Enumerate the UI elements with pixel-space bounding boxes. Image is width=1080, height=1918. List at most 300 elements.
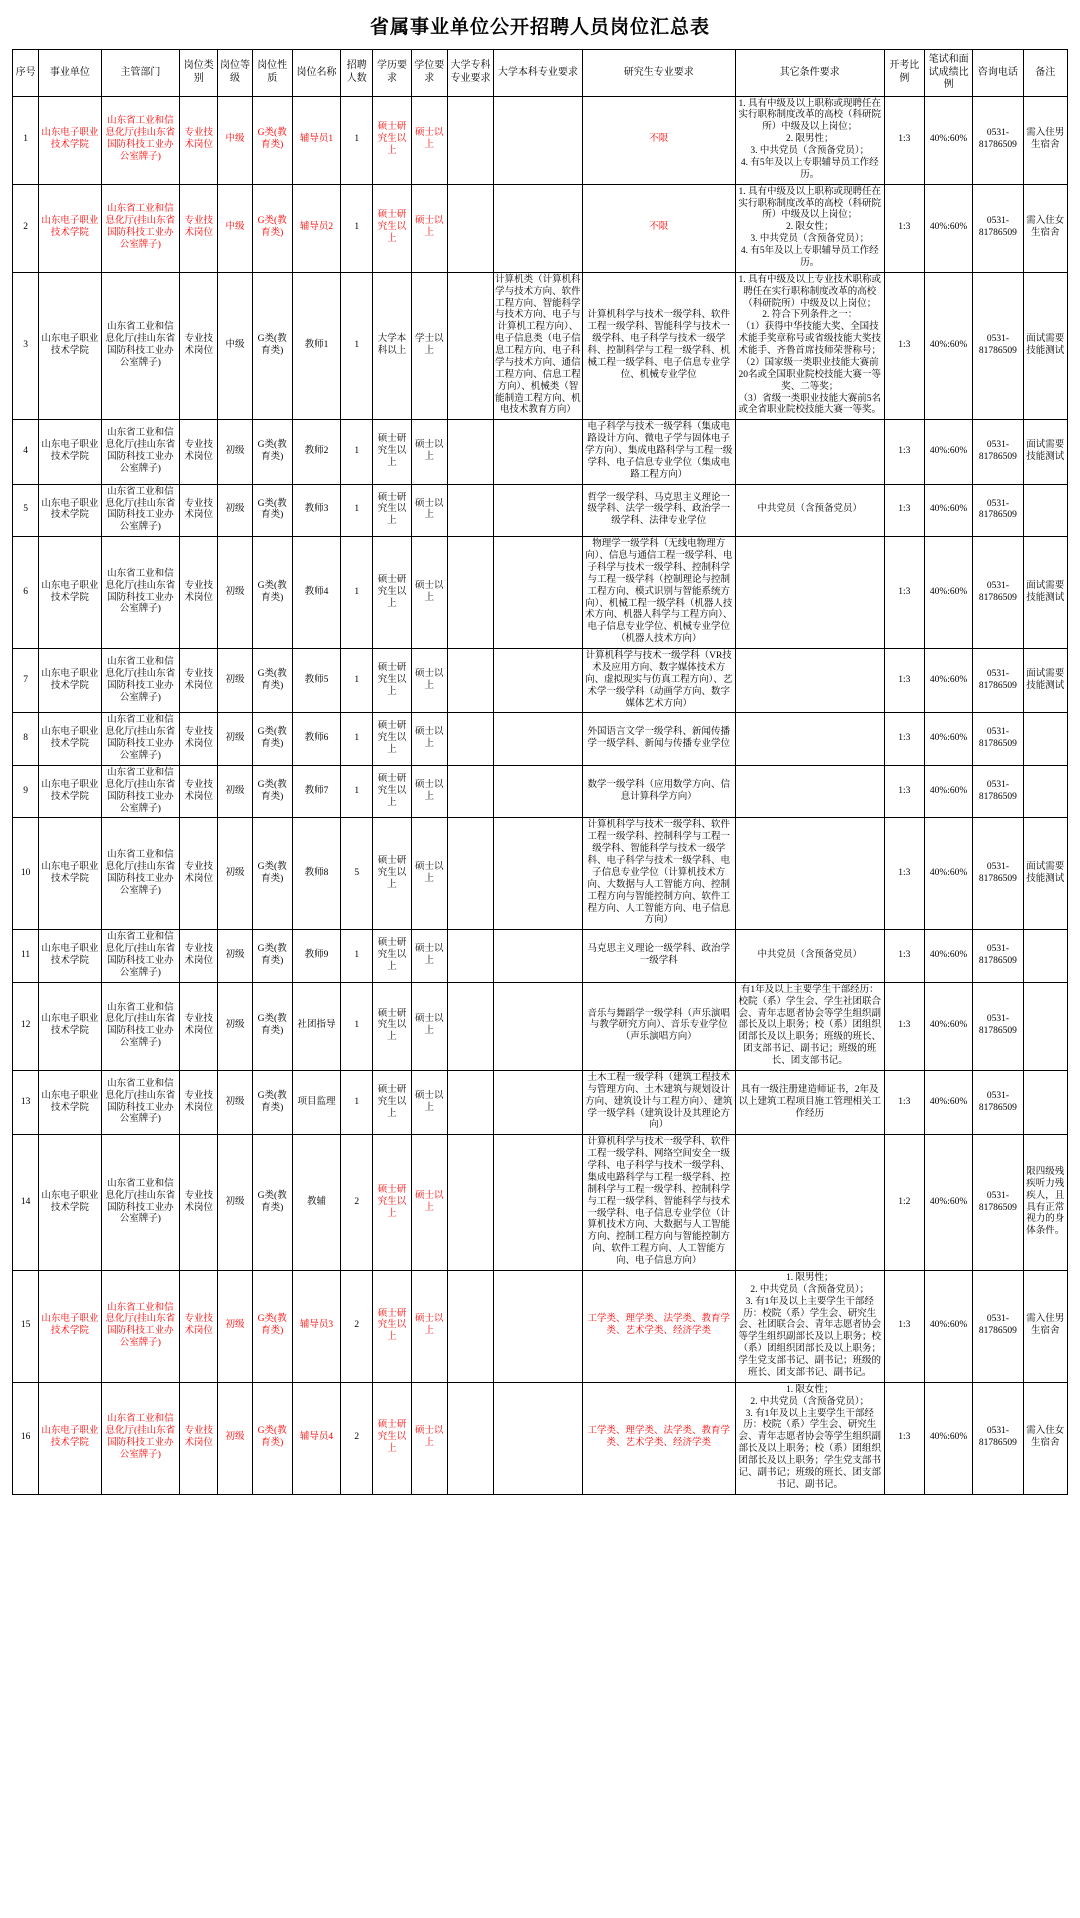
cell-other (735, 649, 884, 713)
cell-post-name: 辅导员4 (292, 1382, 340, 1494)
cell-education: 硕士研究生以上 (373, 713, 411, 766)
cell-graduate-major: 外国语言文学一级学科、新闻传播学一级学科、新闻与传播专业学位 (582, 713, 735, 766)
cell-count: 1 (341, 1070, 373, 1134)
cell-unit: 山东电子职业技术学院 (39, 1070, 101, 1134)
cell-dept: 山东省工业和信息化厅(挂山东省国防科技工业办公室牌子) (101, 1382, 180, 1494)
cell-other: 1. 限女性； 2. 中共党员（含预备党员）； 3. 有1年及以上主要学生干部经历：校院（系）学生会、研究生会、青年志愿者协会等学生组织副部长及以上职务；校（系）团组织团部长及以上职务；学生党支部书记、副书记；班级的班长、团支部书记、副书记。 (735, 1382, 884, 1494)
column-header-no: 序号 (13, 50, 39, 97)
cell-count: 1 (341, 272, 373, 420)
column-header-ratio: 开考比例 (884, 50, 924, 97)
table-row (13, 96, 1068, 184)
cell-graduate-major: 数学一级学科（应用数学方向、信息计算科学方向） (582, 765, 735, 818)
cell-level: 初级 (218, 713, 252, 766)
cell-dept: 山东省工业和信息化厅(挂山东省国防科技工业办公室牌子) (101, 184, 180, 272)
cell-nature: G类(教育类) (252, 1135, 292, 1271)
cell-college-major (447, 818, 493, 930)
cell-no: 1 (13, 96, 39, 184)
cell-level: 初级 (218, 1070, 252, 1134)
cell-category: 专业技术岗位 (180, 537, 218, 649)
cell-graduate-major: 哲学一级学科、马克思主义理论一级学科、法学一级学科、政治学一级学科、法律专业学位 (582, 484, 735, 537)
cell-unit: 山东电子职业技术学院 (39, 96, 101, 184)
cell-unit: 山东电子职业技术学院 (39, 713, 101, 766)
cell-unit: 山东电子职业技术学院 (39, 537, 101, 649)
table-row (13, 765, 1068, 818)
cell-dept: 山东省工业和信息化厅(挂山东省国防科技工业办公室牌子) (101, 765, 180, 818)
cell-unit: 山东电子职业技术学院 (39, 272, 101, 420)
cell-no: 7 (13, 649, 39, 713)
cell-remark (1023, 982, 1067, 1070)
cell-ratio: 1:3 (884, 1270, 924, 1382)
cell-phone: 0531-81786509 (973, 713, 1023, 766)
cell-remark: 面试需要技能测试 (1023, 649, 1067, 713)
cell-college-major (447, 96, 493, 184)
cell-no: 3 (13, 272, 39, 420)
cell-post-name: 教师1 (292, 272, 340, 420)
cell-category: 专业技术岗位 (180, 184, 218, 272)
cell-phone: 0531-81786509 (973, 649, 1023, 713)
cell-post-name: 教师9 (292, 930, 340, 983)
cell-no: 4 (13, 420, 39, 484)
cell-level: 中级 (218, 272, 252, 420)
column-header-other-conditions: 其它条件要求 (735, 50, 884, 97)
column-header-unit: 事业单位 (39, 50, 101, 97)
cell-remark: 面试需要技能测试 (1023, 420, 1067, 484)
cell-count: 1 (341, 184, 373, 272)
cell-degree: 硕士以上 (411, 1270, 447, 1382)
cell-other (735, 537, 884, 649)
cell-level: 初级 (218, 537, 252, 649)
cell-education: 硕士研究生以上 (373, 537, 411, 649)
cell-ratio: 1:3 (884, 1070, 924, 1134)
cell-no: 12 (13, 982, 39, 1070)
table-row (13, 537, 1068, 649)
cell-remark (1023, 1070, 1067, 1134)
cell-college-major (447, 930, 493, 983)
cell-degree: 硕士以上 (411, 484, 447, 537)
cell-graduate-major: 计算机科学与技术一级学科、软件工程一级学科、控制科学与工程一级学科、智能科学与技术一级学科、电子科学与技术一级学科、电子信息专业学位（计算机技术方向、大数据与人工智能方向、控制工程方向与智能控制方向、软件工程方向、人工智能方向、电子信息方向） (582, 818, 735, 930)
cell-nature: G类(教育类) (252, 537, 292, 649)
cell-nature: G类(教育类) (252, 1382, 292, 1494)
cell-phone: 0531-81786509 (973, 537, 1023, 649)
cell-category: 专业技术岗位 (180, 713, 218, 766)
column-header-phone: 咨询电话 (973, 50, 1023, 97)
cell-post-name: 教师7 (292, 765, 340, 818)
column-header-post-name: 岗位名称 (292, 50, 340, 97)
cell-ratio: 1:3 (884, 420, 924, 484)
cell-graduate-major: 音乐与舞蹈学一级学科（声乐演唱与教学研究方向）、音乐专业学位（声乐演唱方向） (582, 982, 735, 1070)
cell-college-major (447, 1270, 493, 1382)
cell-remark: 需入住女生宿舍 (1023, 1382, 1067, 1494)
cell-other: 具有一级注册建造师证书，2年及以上建筑工程项目施工管理相关工作经历 (735, 1070, 884, 1134)
cell-remark: 面试需要技能测试 (1023, 818, 1067, 930)
table-row (13, 1270, 1068, 1382)
cell-bachelor-major (494, 184, 583, 272)
cell-bachelor-major (494, 1070, 583, 1134)
cell-degree: 学士以上 (411, 272, 447, 420)
cell-post-name: 教师2 (292, 420, 340, 484)
cell-unit: 山东电子职业技术学院 (39, 484, 101, 537)
table-row (13, 649, 1068, 713)
cell-remark (1023, 930, 1067, 983)
cell-score-ratio: 40%:60% (924, 96, 972, 184)
cell-college-major (447, 1382, 493, 1494)
cell-education: 硕士研究生以上 (373, 930, 411, 983)
cell-category: 专业技术岗位 (180, 930, 218, 983)
cell-dept: 山东省工业和信息化厅(挂山东省国防科技工业办公室牌子) (101, 272, 180, 420)
cell-bachelor-major (494, 713, 583, 766)
cell-other (735, 818, 884, 930)
cell-post-name: 教师4 (292, 537, 340, 649)
cell-score-ratio: 40%:60% (924, 484, 972, 537)
table-row (13, 484, 1068, 537)
cell-bachelor-major (494, 982, 583, 1070)
cell-count: 2 (341, 1270, 373, 1382)
table-row (13, 1135, 1068, 1271)
cell-category: 专业技术岗位 (180, 1270, 218, 1382)
table-row (13, 818, 1068, 930)
table-row (13, 184, 1068, 272)
cell-other: 中共党员（含预备党员） (735, 930, 884, 983)
cell-remark (1023, 765, 1067, 818)
column-header-score-ratio: 笔试和面试成绩比例 (924, 50, 972, 97)
table-body (13, 96, 1068, 1494)
cell-education: 硕士研究生以上 (373, 982, 411, 1070)
cell-degree: 硕士以上 (411, 96, 447, 184)
cell-college-major (447, 1070, 493, 1134)
cell-other: 1. 具有中级及以上专业技术职称或聘任在实行职称制度改革的高校（科研院所）中级及以上岗位； 2. 符合下列条件之一： （1）获得中华技能大奖、全国技术能手奖章称号或省级技能大奖技术能手、齐鲁首席技师荣誉称号； （2）国家级一类职业技能大赛前20名或全国职业院校技能大赛一等奖、二等奖； （3）省级一类职业技能大赛前5名或全省职业院校技能大赛一等奖。 (735, 272, 884, 420)
cell-level: 初级 (218, 649, 252, 713)
cell-degree: 硕士以上 (411, 818, 447, 930)
cell-nature: G类(教育类) (252, 272, 292, 420)
cell-ratio: 1:3 (884, 1382, 924, 1494)
cell-score-ratio: 40%:60% (924, 184, 972, 272)
cell-remark (1023, 484, 1067, 537)
cell-dept: 山东省工业和信息化厅(挂山东省国防科技工业办公室牌子) (101, 1270, 180, 1382)
cell-dept: 山东省工业和信息化厅(挂山东省国防科技工业办公室牌子) (101, 420, 180, 484)
cell-nature: G类(教育类) (252, 96, 292, 184)
column-header-category: 岗位类别 (180, 50, 218, 97)
cell-unit: 山东电子职业技术学院 (39, 420, 101, 484)
cell-remark: 面试需要技能测试 (1023, 272, 1067, 420)
column-header-remark: 备注 (1023, 50, 1067, 97)
cell-score-ratio: 40%:60% (924, 982, 972, 1070)
table-row (13, 1070, 1068, 1134)
cell-bachelor-major (494, 1382, 583, 1494)
cell-nature: G类(教育类) (252, 1070, 292, 1134)
cell-graduate-major: 工学类、理学类、法学类、教育学类、艺术学类、经济学类 (582, 1382, 735, 1494)
cell-dept: 山东省工业和信息化厅(挂山东省国防科技工业办公室牌子) (101, 818, 180, 930)
cell-category: 专业技术岗位 (180, 1135, 218, 1271)
cell-bachelor-major: 计算机类（计算机科学与技术方向、软件工程方向、智能科学与技术方向、电子与计算机工程方向）、电子信息类（电子信息工程方向、电子科学与技术方向、通信工程方向、信息工程方向）、机械类（智能制造工程方向、机电技术教育方向） (494, 272, 583, 420)
table-row (13, 713, 1068, 766)
cell-nature: G类(教育类) (252, 649, 292, 713)
cell-level: 初级 (218, 1270, 252, 1382)
cell-category: 专业技术岗位 (180, 272, 218, 420)
column-header-nature: 岗位性质 (252, 50, 292, 97)
cell-bachelor-major (494, 484, 583, 537)
cell-unit: 山东电子职业技术学院 (39, 1135, 101, 1271)
cell-count: 1 (341, 713, 373, 766)
cell-phone: 0531-81786509 (973, 1382, 1023, 1494)
cell-count: 5 (341, 818, 373, 930)
cell-level: 初级 (218, 1382, 252, 1494)
cell-level: 中级 (218, 184, 252, 272)
cell-degree: 硕士以上 (411, 1382, 447, 1494)
cell-education: 硕士研究生以上 (373, 649, 411, 713)
cell-graduate-major: 不限 (582, 184, 735, 272)
cell-other: 1. 限男性； 2. 中共党员（含预备党员）； 3. 有1年及以上主要学生干部经历：校院（系）学生会、研究生会、社团联合会、青年志愿者协会等学生组织副部长及以上职务；校（系）团组织团部长及以上职务；学生党支部书记、副书记；班级的班长、团支部书记、副书记。 (735, 1270, 884, 1382)
cell-unit: 山东电子职业技术学院 (39, 1270, 101, 1382)
cell-education: 硕士研究生以上 (373, 1270, 411, 1382)
cell-other: 1. 具有中级及以上职称或现聘任在实行职称制度改革的高校（科研院所）中级及以上岗位； 2. 限男性； 3. 中共党员（含预备党员）； 4. 有5年及以上专职辅导员工作经历。 (735, 96, 884, 184)
cell-ratio: 1:3 (884, 272, 924, 420)
cell-no: 15 (13, 1270, 39, 1382)
cell-score-ratio: 40%:60% (924, 649, 972, 713)
cell-degree: 硕士以上 (411, 982, 447, 1070)
cell-count: 1 (341, 930, 373, 983)
table-row (13, 1382, 1068, 1494)
cell-degree: 硕士以上 (411, 765, 447, 818)
cell-other: 中共党员（含预备党员） (735, 484, 884, 537)
table-row (13, 420, 1068, 484)
cell-college-major (447, 420, 493, 484)
cell-education: 大学本科以上 (373, 272, 411, 420)
column-header-graduate-major: 研究生专业要求 (582, 50, 735, 97)
cell-education: 硕士研究生以上 (373, 1135, 411, 1271)
cell-category: 专业技术岗位 (180, 1070, 218, 1134)
cell-education: 硕士研究生以上 (373, 765, 411, 818)
cell-ratio: 1:3 (884, 649, 924, 713)
cell-unit: 山东电子职业技术学院 (39, 982, 101, 1070)
cell-category: 专业技术岗位 (180, 420, 218, 484)
cell-degree: 硕士以上 (411, 930, 447, 983)
cell-education: 硕士研究生以上 (373, 1070, 411, 1134)
cell-remark: 面试需要技能测试 (1023, 537, 1067, 649)
cell-level: 初级 (218, 484, 252, 537)
cell-college-major (447, 484, 493, 537)
column-header-dept: 主管部门 (101, 50, 180, 97)
table-header-row (13, 50, 1068, 97)
cell-nature: G类(教育类) (252, 1270, 292, 1382)
cell-degree: 硕士以上 (411, 649, 447, 713)
cell-no: 16 (13, 1382, 39, 1494)
cell-phone: 0531-81786509 (973, 420, 1023, 484)
cell-category: 专业技术岗位 (180, 982, 218, 1070)
cell-nature: G类(教育类) (252, 765, 292, 818)
cell-post-name: 教师8 (292, 818, 340, 930)
cell-remark: 需入住男生宿舍 (1023, 1270, 1067, 1382)
cell-education: 硕士研究生以上 (373, 484, 411, 537)
cell-unit: 山东电子职业技术学院 (39, 184, 101, 272)
cell-category: 专业技术岗位 (180, 818, 218, 930)
cell-education: 硕士研究生以上 (373, 184, 411, 272)
cell-remark (1023, 713, 1067, 766)
cell-bachelor-major (494, 537, 583, 649)
cell-post-name: 辅导员1 (292, 96, 340, 184)
cell-ratio: 1:3 (884, 982, 924, 1070)
cell-no: 6 (13, 537, 39, 649)
cell-phone: 0531-81786509 (973, 484, 1023, 537)
cell-ratio: 1:3 (884, 818, 924, 930)
cell-other (735, 1135, 884, 1271)
cell-nature: G类(教育类) (252, 818, 292, 930)
cell-phone: 0531-81786509 (973, 1135, 1023, 1271)
cell-nature: G类(教育类) (252, 184, 292, 272)
cell-no: 10 (13, 818, 39, 930)
cell-phone: 0531-81786509 (973, 982, 1023, 1070)
cell-graduate-major: 马克思主义理论一级学科、政治学一级学科 (582, 930, 735, 983)
cell-nature: G类(教育类) (252, 713, 292, 766)
cell-post-name: 项目监理 (292, 1070, 340, 1134)
cell-nature: G类(教育类) (252, 420, 292, 484)
cell-college-major (447, 184, 493, 272)
cell-post-name: 辅导员2 (292, 184, 340, 272)
cell-degree: 硕士以上 (411, 184, 447, 272)
cell-count: 1 (341, 537, 373, 649)
cell-bachelor-major (494, 649, 583, 713)
cell-unit: 山东电子职业技术学院 (39, 765, 101, 818)
cell-no: 14 (13, 1135, 39, 1271)
cell-degree: 硕士以上 (411, 420, 447, 484)
cell-dept: 山东省工业和信息化厅(挂山东省国防科技工业办公室牌子) (101, 713, 180, 766)
cell-count: 1 (341, 420, 373, 484)
cell-category: 专业技术岗位 (180, 765, 218, 818)
cell-graduate-major: 工学类、理学类、法学类、教育学类、艺术学类、经济学类 (582, 1270, 735, 1382)
cell-score-ratio: 40%:60% (924, 713, 972, 766)
cell-remark: 限四级残疾听力残疾人，且具有正常视力的身体条件。 (1023, 1135, 1067, 1271)
cell-phone: 0531-81786509 (973, 96, 1023, 184)
cell-score-ratio: 40%:60% (924, 1382, 972, 1494)
cell-dept: 山东省工业和信息化厅(挂山东省国防科技工业办公室牌子) (101, 1070, 180, 1134)
cell-post-name: 教师3 (292, 484, 340, 537)
cell-post-name: 社团指导 (292, 982, 340, 1070)
column-header-count: 招聘人数 (341, 50, 373, 97)
cell-degree: 硕士以上 (411, 537, 447, 649)
cell-other (735, 420, 884, 484)
cell-level: 初级 (218, 930, 252, 983)
cell-ratio: 1:3 (884, 537, 924, 649)
cell-no: 5 (13, 484, 39, 537)
cell-unit: 山东电子职业技术学院 (39, 818, 101, 930)
cell-no: 11 (13, 930, 39, 983)
cell-level: 初级 (218, 982, 252, 1070)
cell-score-ratio: 40%:60% (924, 420, 972, 484)
cell-post-name: 教师5 (292, 649, 340, 713)
cell-dept: 山东省工业和信息化厅(挂山东省国防科技工业办公室牌子) (101, 96, 180, 184)
cell-ratio: 1:3 (884, 184, 924, 272)
cell-college-major (447, 272, 493, 420)
cell-count: 1 (341, 649, 373, 713)
cell-phone: 0531-81786509 (973, 1270, 1023, 1382)
cell-no: 2 (13, 184, 39, 272)
column-header-education: 学历要求 (373, 50, 411, 97)
cell-remark: 需入住女生宿舍 (1023, 184, 1067, 272)
cell-education: 硕士研究生以上 (373, 96, 411, 184)
cell-unit: 山东电子职业技术学院 (39, 649, 101, 713)
cell-level: 中级 (218, 96, 252, 184)
cell-post-name: 教师6 (292, 713, 340, 766)
cell-education: 硕士研究生以上 (373, 420, 411, 484)
cell-graduate-major: 不限 (582, 96, 735, 184)
cell-graduate-major: 计算机科学与技术一级学科、软件工程一级学科、网络空间安全一级学科、电子科学与技术一级学科、集成电路科学与工程一级学科、控制科学与工程一级学科、控制科学与工程一级学科、智能科学与技术一级学科、电子信息专业学位（计算机技术方向、大数据与人工智能方向、控制工程方向与智能控制方向、软件工程方向、人工智能方向、电子信息方向） (582, 1135, 735, 1271)
cell-other: 有1年及以上主要学生干部经历：校院（系）学生会、学生社团联合会、青年志愿者协会等学生组织副部长及以上职务；校（系）团组织团部长及以上职务；班级的班长、团支部书记、副书记；班级的班长、团支部书记。 (735, 982, 884, 1070)
cell-other (735, 713, 884, 766)
cell-bachelor-major (494, 818, 583, 930)
cell-count: 1 (341, 982, 373, 1070)
cell-graduate-major: 物理学一级学科（无线电物理方向）、信息与通信工程一级学科、电子科学与技术一级学科、控制科学与工程一级学科（控制理论与控制工程方向、模式识别与智能系统方向）、机械工程一级学科（机器人技术方向、机器人科学与工程方向）、电子信息专业学位、机械专业学位（机器人技术方向） (582, 537, 735, 649)
cell-bachelor-major (494, 96, 583, 184)
cell-dept: 山东省工业和信息化厅(挂山东省国防科技工业办公室牌子) (101, 1135, 180, 1271)
cell-ratio: 1:3 (884, 484, 924, 537)
column-header-bachelor-major: 大学本科专业要求 (494, 50, 583, 97)
cell-unit: 山东电子职业技术学院 (39, 930, 101, 983)
cell-nature: G类(教育类) (252, 982, 292, 1070)
cell-no: 9 (13, 765, 39, 818)
cell-no: 13 (13, 1070, 39, 1134)
cell-college-major (447, 982, 493, 1070)
cell-dept: 山东省工业和信息化厅(挂山东省国防科技工业办公室牌子) (101, 484, 180, 537)
cell-count: 1 (341, 484, 373, 537)
cell-dept: 山东省工业和信息化厅(挂山东省国防科技工业办公室牌子) (101, 537, 180, 649)
cell-score-ratio: 40%:60% (924, 1135, 972, 1271)
cell-score-ratio: 40%:60% (924, 818, 972, 930)
cell-bachelor-major (494, 1135, 583, 1271)
cell-post-name: 教辅 (292, 1135, 340, 1271)
cell-college-major (447, 713, 493, 766)
cell-degree: 硕士以上 (411, 1135, 447, 1271)
cell-bachelor-major (494, 420, 583, 484)
cell-college-major (447, 649, 493, 713)
cell-graduate-major: 计算机科学与技术一级学科（VR技术及应用方向、数字媒体技术方向、虚拟现实与仿真工程方向）、艺术学一级学科（动画学方向、数字媒体艺术方向） (582, 649, 735, 713)
cell-other: 1. 具有中级及以上职称或现聘任在实行职称制度改革的高校（科研院所）中级及以上岗位； 2. 限女性； 3. 中共党员（含预备党员）； 4. 有5年及以上专职辅导员工作经历。 (735, 184, 884, 272)
cell-graduate-major: 土木工程一级学科（建筑工程技术与管理方向、土木建筑与规划设计方向、建筑设计与工程方向）、建筑学一级学科（建筑设计及其理论方向） (582, 1070, 735, 1134)
table-row (13, 930, 1068, 983)
cell-remark: 需入住男生宿舍 (1023, 96, 1067, 184)
cell-ratio: 1:2 (884, 1135, 924, 1271)
cell-bachelor-major (494, 1270, 583, 1382)
cell-education: 硕士研究生以上 (373, 1382, 411, 1494)
table-row (13, 272, 1068, 420)
cell-phone: 0531-81786509 (973, 184, 1023, 272)
page-title: 省属事业单位公开招聘人员岗位汇总表 (369, 17, 710, 38)
cell-bachelor-major (494, 765, 583, 818)
cell-degree: 硕士以上 (411, 713, 447, 766)
cell-college-major (447, 537, 493, 649)
cell-category: 专业技术岗位 (180, 484, 218, 537)
cell-college-major (447, 765, 493, 818)
cell-phone: 0531-81786509 (973, 765, 1023, 818)
cell-unit: 山东电子职业技术学院 (39, 1382, 101, 1494)
cell-category: 专业技术岗位 (180, 1382, 218, 1494)
cell-ratio: 1:3 (884, 765, 924, 818)
cell-dept: 山东省工业和信息化厅(挂山东省国防科技工业办公室牌子) (101, 982, 180, 1070)
cell-count: 1 (341, 96, 373, 184)
cell-count: 2 (341, 1382, 373, 1494)
cell-ratio: 1:3 (884, 96, 924, 184)
cell-score-ratio: 40%:60% (924, 930, 972, 983)
column-header-degree: 学位要求 (411, 50, 447, 97)
cell-score-ratio: 40%:60% (924, 1070, 972, 1134)
recruitment-table (12, 49, 1068, 1495)
cell-post-name: 辅导员3 (292, 1270, 340, 1382)
column-header-college-major: 大学专科专业要求 (447, 50, 493, 97)
cell-category: 专业技术岗位 (180, 649, 218, 713)
cell-nature: G类(教育类) (252, 484, 292, 537)
cell-score-ratio: 40%:60% (924, 537, 972, 649)
table-row (13, 982, 1068, 1070)
cell-level: 初级 (218, 765, 252, 818)
column-header-level: 岗位等级 (218, 50, 252, 97)
